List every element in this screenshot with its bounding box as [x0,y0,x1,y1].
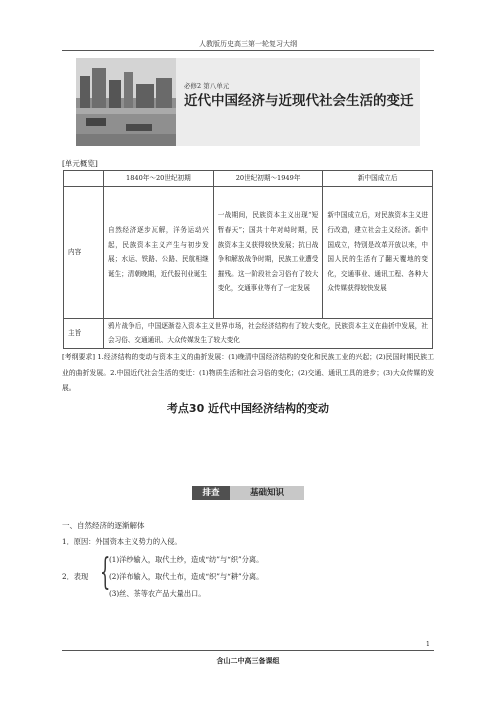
table-row [64,186,433,318]
header-rule [62,50,434,51]
theme-cell: 鸦片战争后，中国逐渐卷入资本主义世界市场，社会经济结构有了较大变化，民族资本主义在曲折中发展，社会习俗、交通通讯、大众传媒发生了较大变化 [104,318,433,348]
page-number: 1 [426,641,430,648]
list-item: 1．原因：外国资本主义势力的入侵。 [62,537,182,546]
list-subitem: (3)丝、茶等农产品大量出口。 [109,589,206,598]
row-header: 主旨 [64,318,104,348]
content-cell: 自然经济逐步瓦解，洋务运动兴起，民族资本主义产生与初步发展；水运、铁路、公路、民航相继诞生；清朝晚期，近代报刊业诞生 [104,186,214,318]
table-row [64,318,433,348]
content-cell: 新中国成立后，对民族资本主义进行改造，建立社会主义经济。新中国成立，特别是改革开放以来，中国人民的生活有了翻天覆地的变化，交通事业、通讯工程、各种大众传媒获得较快发展 [323,186,433,318]
brace-icon: { [100,552,111,593]
list-item-label: 2．表现 [62,572,89,581]
list-subitem: (2)洋布输入，取代土布，造成“织”与“耕”分离。 [109,572,264,581]
section-heading: 考点30 近代中国经济结构的变动 [166,402,330,415]
subsection-title: 一、自然经济的逐渐解体 [62,521,145,530]
overview-table [63,170,433,349]
banner-title: 近代中国经济与近现代社会生活的变迁 [184,93,414,109]
content-cell: 一战期间，民族资本主义出现“短暂春天”；国共十年对峙时期，民族资本主义获得较快发展；抗日战争和解放战争时期，民族工业遭受摧残。这一阶段社会习俗有了较大变化，交通事业等有了一定发展 [213,186,323,318]
page-header: 人教版历史高三第一轮复习大纲 [199,40,297,48]
exam-requirements: [考纲要求] 1.经济结构的变动与资本主义的曲折发展：(1)晚清中国经济结构的变化和民族工业的兴起；(2)民国时期民族工业的曲折发展。2.中国近代社会生活的变迁：(1)物质生活和社会习俗的变化；(2)交通、通讯工具的进步；(3)大众传媒的发展。 [62,353,434,393]
table-corner [64,171,104,187]
tag-check: 排查 [192,486,230,500]
footer-rule [62,650,434,651]
column-header: 20世纪初期～1949年 [213,171,323,187]
column-header: 1840年～20世纪初期 [104,171,214,187]
banner-subtitle: 必修2 第八单元 [184,82,230,90]
row-header: 内容 [64,186,104,318]
column-header: 新中国成立后 [323,171,433,187]
overview-label: [单元概览] [62,159,98,168]
page-footer: 含山二中高三备课组 [216,656,280,665]
banner-photo [76,58,176,146]
table-header-row [64,171,433,187]
list-subitem: (1)洋纱输入，取代土纱，造成“纺”与“织”分离。 [109,555,264,564]
tag-basics: 基础知识 [230,486,304,500]
